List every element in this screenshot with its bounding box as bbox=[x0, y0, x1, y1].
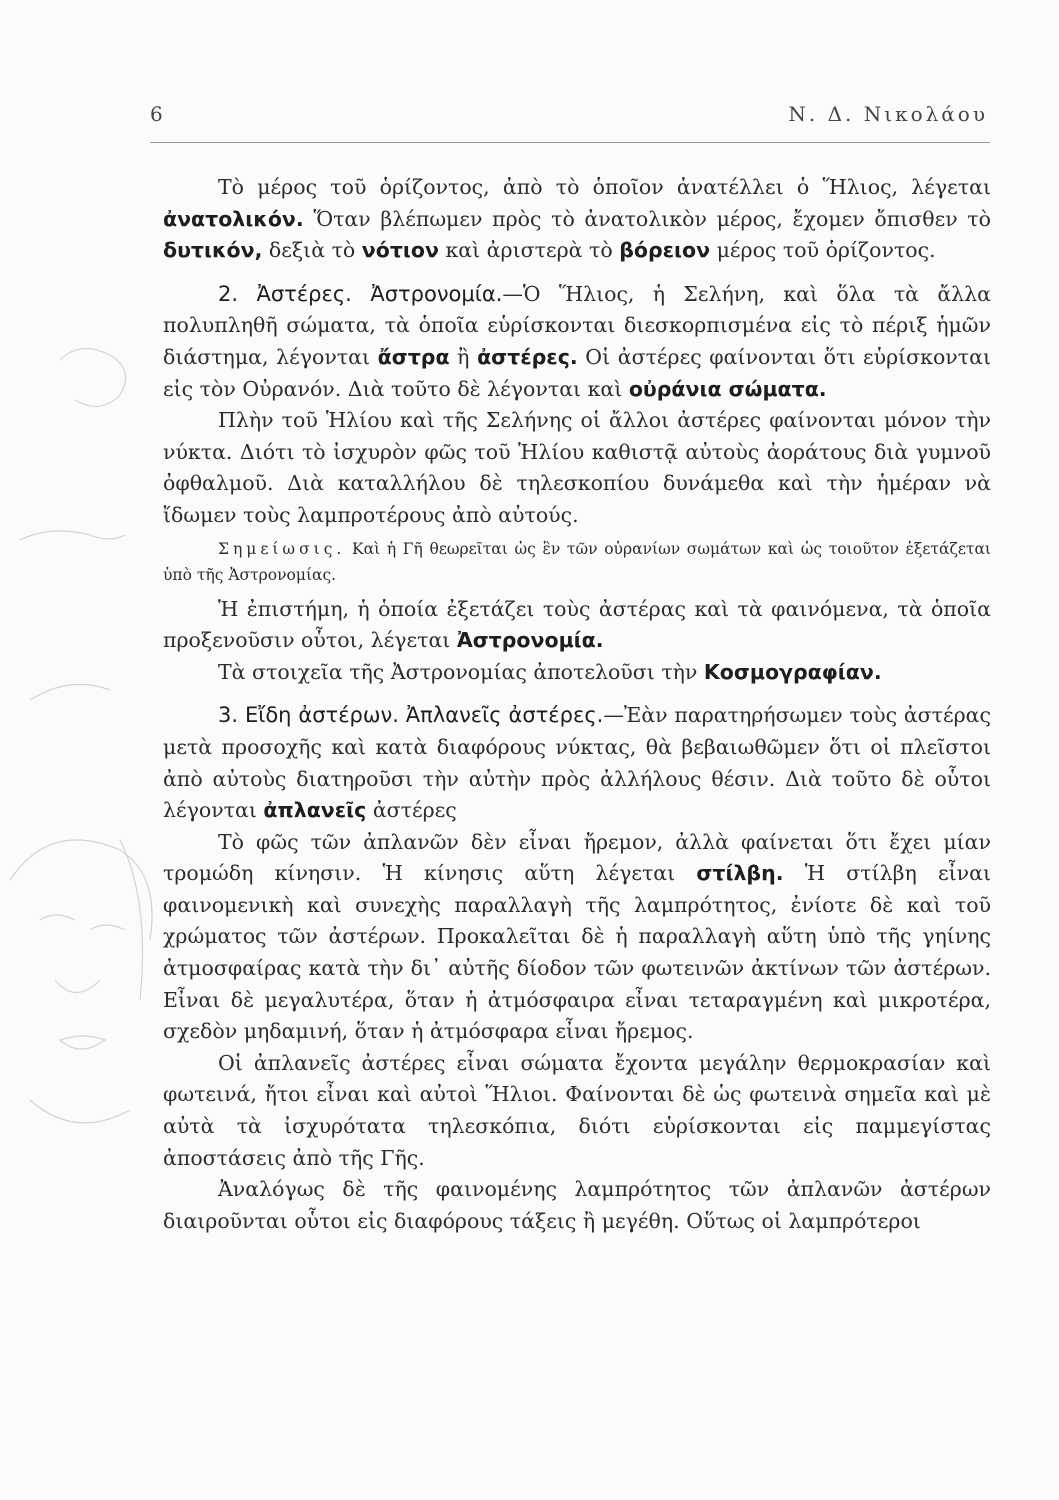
paragraph-magnitudes: Ἀναλόγως δὲ τῆς φαινομένης λαμπρότητος τῶν ἀπλανῶν ἀστέρων διαιροῦνται οὗτοι εἰς διαφόρους τάξεις ἢ μεγέθη. Οὕτως οἱ λαμπρότεροι bbox=[163, 1177, 991, 1233]
term-boreion: βόρειον bbox=[619, 238, 711, 263]
paragraph-night-visibility: Πλὴν τοῦ Ἡλίου καὶ τῆς Σελήνης οἱ ἄλλοι ἀστέρες φαίνονται μόνον τὴν νύκτα. Διότι τὸ ἰσχυρὸν φῶς τοῦ Ἡλίου καθιστᾷ αὐτοὺς ἀοράτους διὰ γυμνοῦ ὀφθαλμοῦ. Διὰ καταλλήλου δὲ τηλεσκοπίου δυνάμεθα καὶ τὴν ἡμέραν νὰ ἴδωμεν τοὺς λαμπροτέρους ἀπὸ αὐτούς. bbox=[163, 408, 991, 527]
paragraph-stilbi: Τὸ φῶς τῶν ἀπλανῶν δὲν εἶναι ἤρεμον, ἀλλὰ φαίνεται ὅτι ἔχει μίαν τρομώδη κίνησιν. Ἡ κίνησις αὕτη λέγεται στίλβη. Ἡ στίλβη εἶναι φαινομενικὴ καὶ συνεχὴς παραλλαγὴ τῆς λαμπρότητος, ἐνίοτε δὲ καὶ τοῦ χρώματος τῶν ἀστέρων. Προκαλεῖται δὲ ἡ παραλλαγὴ αὕτη ὑπὸ τῆς γηίνης ἀτμοσφαίρας κατὰ τὴν δι᾽ αὐτῆς δίοδον τῶν φωτεινῶν ἀκτίνων τῶν ἀστέρων. Εἶναι δὲ μεγαλυτέρα, ὅταν ἡ ἀτμόσφαιρα εἶναι τεταραγμένη καὶ μικροτέρα, σχεδὸν μηδαμινή, ὅταν ἡ ἀτμόσφαρα εἶναι ἤρεμος. bbox=[163, 829, 992, 1044]
section-2-heading: 2. Ἀστέρες. Ἀστρονομία. bbox=[218, 281, 503, 306]
running-header bbox=[150, 100, 990, 143]
term-aplaneis: ἀπλανεῖς bbox=[263, 798, 367, 823]
paragraph-astronomy: Ἡ ἐπιστήμη, ἡ ὁποία ἐξετάζει τοὺς ἀστέρας καὶ τὰ φαινόμενα, τὰ ὁποῖα προξενοῦσιν οὗτοι, λέγεται Ἀστρονομία. bbox=[163, 596, 991, 653]
running-author: Ν. Δ. Νικολάου bbox=[788, 102, 988, 126]
term-astronomia: Ἀστρονομία. bbox=[456, 628, 604, 653]
term-astra: ἄστρα bbox=[377, 344, 450, 369]
term-notion: νότιον bbox=[361, 238, 439, 263]
body-text bbox=[163, 172, 991, 1237]
note-earth: Σημείωσις. Καὶ ἡ Γῆ θεωρεῖται ὡς ἓν τῶν οὐρανίων σωμάτων καὶ ὡς τοιοῦτον ἐξετάζεται ὑπὸ τῆς Ἀστρονομίας. bbox=[163, 539, 991, 584]
term-dytikon: δυτικόν, bbox=[163, 238, 263, 263]
section-3-paragraph: 3. Εἴδη ἀστέρων. Ἀπλανεῖς ἀστέρες.—Ἐὰν παρατηρήσωμεν τοὺς ἀστέρας μετὰ προσοχῆς καὶ κατὰ διαφόρους νύκτας, θὰ βεβαιωθῶμεν ὅτι οἱ πλεῖστοι ἀπὸ αὐτοὺς διατηροῦσι τὴν αὐτὴν πρὸς ἀλλήλους θέσιν. Διὰ τοῦτο δὲ οὗτοι λέγονται ἀπλανεῖς ἀστέρες bbox=[163, 703, 992, 823]
paragraph-fixed-stars-suns: Οἱ ἀπλανεῖς ἀστέρες εἶναι σώματα ἔχοντα μεγάλην θερμοκρασίαν καὶ φωτεινά, ἤτοι εἶναι καὶ αὐτοὶ Ἥλιοι. Φαίνονται δὲ ὡς φωτεινὰ σημεῖα καὶ μὲ αὐτὰ τὰ ἰσχυρότατα τηλεσκόπια, διότι εὑρίσκονται εἰς παμμεγίστας ἀποστάσεις ἀπὸ τῆς Γῆς. bbox=[163, 1050, 991, 1170]
section-2-paragraph: 2. Ἀστέρες. Ἀστρονομία.—Ὁ Ἥλιος, ἡ Σελήνη, καὶ ὅλα τὰ ἄλλα πολυπληθῆ σώματα, τὰ ὁποῖα εὑρίσκονται διεσκορπισμένα εἰς τὸ πέριξ ἡμῶν διάστημα, λέγονται ἄστρα ἢ ἀστέρες. Οἱ ἀστέρες φαίνονται ὅτι εὑρίσκονται εἰς τὸν Οὐρανόν. Διὰ τοῦτο δὲ λέγονται καὶ οὐράνια σώματα. bbox=[163, 281, 991, 401]
section-3-heading: 3. Εἴδη ἀστέρων. Ἀπλανεῖς ἀστέρες. bbox=[218, 703, 604, 728]
paragraph-horizon: Τὸ μέρος τοῦ ὁρίζοντος, ἀπὸ τὸ ὁποῖον ἀνατέλλει ὁ Ἥλιος, λέγεται ἀνατολικόν. Ὅταν βλέπωμεν πρὸς τὸ ἀνατολικὸν μέρος, ἔχομεν ὄπισθεν τὸ δυτικόν, δεξιὰ τὸ νότιον καὶ ἀριστερὰ τὸ βόρειον μέρος τοῦ ὁρίζοντος. bbox=[163, 175, 991, 263]
term-stilbi: στίλβη. bbox=[696, 861, 784, 886]
note-label: Σημείωσις. bbox=[218, 539, 346, 558]
page-number: 6 bbox=[150, 102, 163, 126]
term-anatolikon: ἀνατολικόν. bbox=[163, 206, 304, 231]
term-asteres: ἀστέρες. bbox=[477, 344, 578, 369]
term-kosmografia: Κοσμογραφίαν. bbox=[703, 659, 882, 684]
paragraph-cosmography: Τὰ στοιχεῖα τῆς Ἀστρονομίας ἀποτελοῦσι τὴν Κοσμογραφίαν. bbox=[218, 659, 882, 684]
term-ourania-somata: οὐράνια σώματα. bbox=[628, 376, 827, 401]
